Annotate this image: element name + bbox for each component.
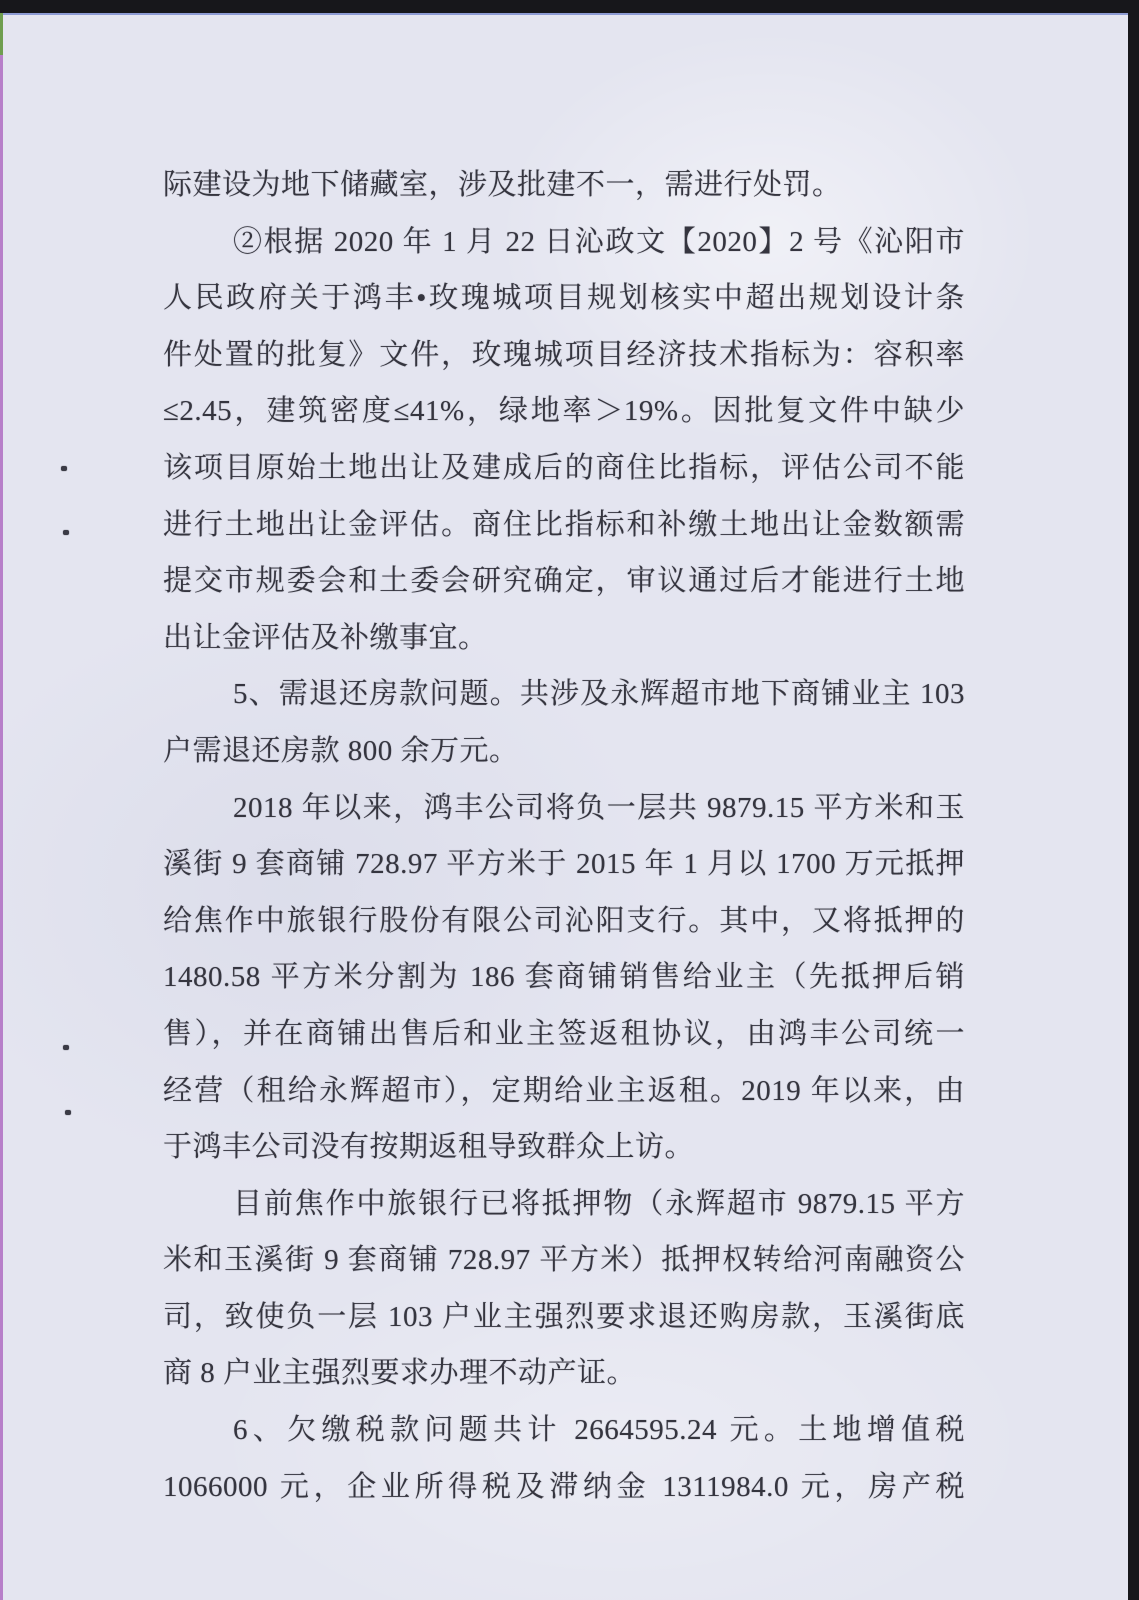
text-line: 件处置的批复》文件，玫瑰城项目经济技术指标为：容积率 (163, 338, 965, 371)
text-line: 司，致使负一层 103 户业主强烈要求退还购房款，玉溪街底 (163, 1300, 965, 1333)
scanner-right-shadow-bar (1128, 0, 1139, 1600)
text-line: 1066000 元，企业所得税及滞纳金 1311984.0 元，房产税 (163, 1470, 965, 1503)
text-line: 给焦作中旅银行股份有限公司沁阳支行。其中，又将抵押的 (163, 904, 965, 937)
text-line: ②根据 2020 年 1 月 22 日沁政文【2020】2 号《沁阳市 (233, 225, 965, 258)
text-line: 提交市规委会和土委会研究确定，审议通过后才能进行土地 (163, 565, 965, 598)
text-line: 出让金评估及补缴事宜。 (163, 621, 488, 654)
text-line: 商 8 户业主强烈要求办理不动产证。 (163, 1357, 637, 1390)
ink-speck (61, 466, 67, 471)
left-binding-strip-top (0, 13, 3, 55)
text-line: 进行土地出让金评估。商住比指标和补缴土地出让金数额需 (163, 508, 965, 541)
text-line: 该项目原始土地出让及建成后的商住比指标，评估公司不能 (163, 451, 965, 484)
text-line: 经营（租给永辉超市），定期给业主返租。2019 年以来，由 (163, 1074, 965, 1107)
text-line: 售），并在商铺出售后和业主签返租协议，由鸿丰公司统一 (163, 1017, 965, 1050)
text-line: 2018 年以来，鸿丰公司将负一层共 9879.15 平方米和玉 (233, 791, 965, 824)
scanner-top-shadow-bar (0, 0, 1139, 13)
text-line: ≤2.45，建筑密度≤41%，绿地率＞19%。因批复文件中缺少 (163, 395, 965, 428)
text-line: 6、欠缴税款问题共计 2664595.24 元。土地增值税 (233, 1414, 965, 1447)
text-line: 米和玉溪街 9 套商铺 728.97 平方米）抵押权转给河南融资公 (163, 1244, 965, 1277)
text-line: 户需退还房款 800 余万元。 (163, 734, 519, 767)
text-line: 际建设为地下储藏室，涉及批建不一，需进行处罚。 (163, 169, 842, 201)
text-line: 溪街 9 套商铺 728.97 平方米于 2015 年 1 月以 1700 万元抵押 (163, 848, 965, 881)
document-text (163, 157, 965, 1515)
text-line: 目前焦作中旅银行已将抵押物（永辉超市 9879.15 平方 (233, 1187, 965, 1220)
text-line: 1480.58 平方米分割为 186 套商铺销售给业主（先抵押后销 (163, 961, 965, 994)
ink-speck (65, 1110, 71, 1115)
paper-top-edge-line (0, 13, 1128, 15)
text-line: 5、需退还房款问题。共涉及永辉超市地下商铺业主 103 (233, 678, 965, 711)
left-binding-strip (0, 13, 3, 1600)
ink-speck (63, 1045, 69, 1050)
text-line: 人民政府关于鸿丰•玫瑰城项目规划核实中超出规划设计条 (163, 282, 965, 315)
ink-speck (63, 530, 69, 535)
text-line: 于鸿丰公司没有按期返租导致群众上访。 (163, 1131, 695, 1164)
